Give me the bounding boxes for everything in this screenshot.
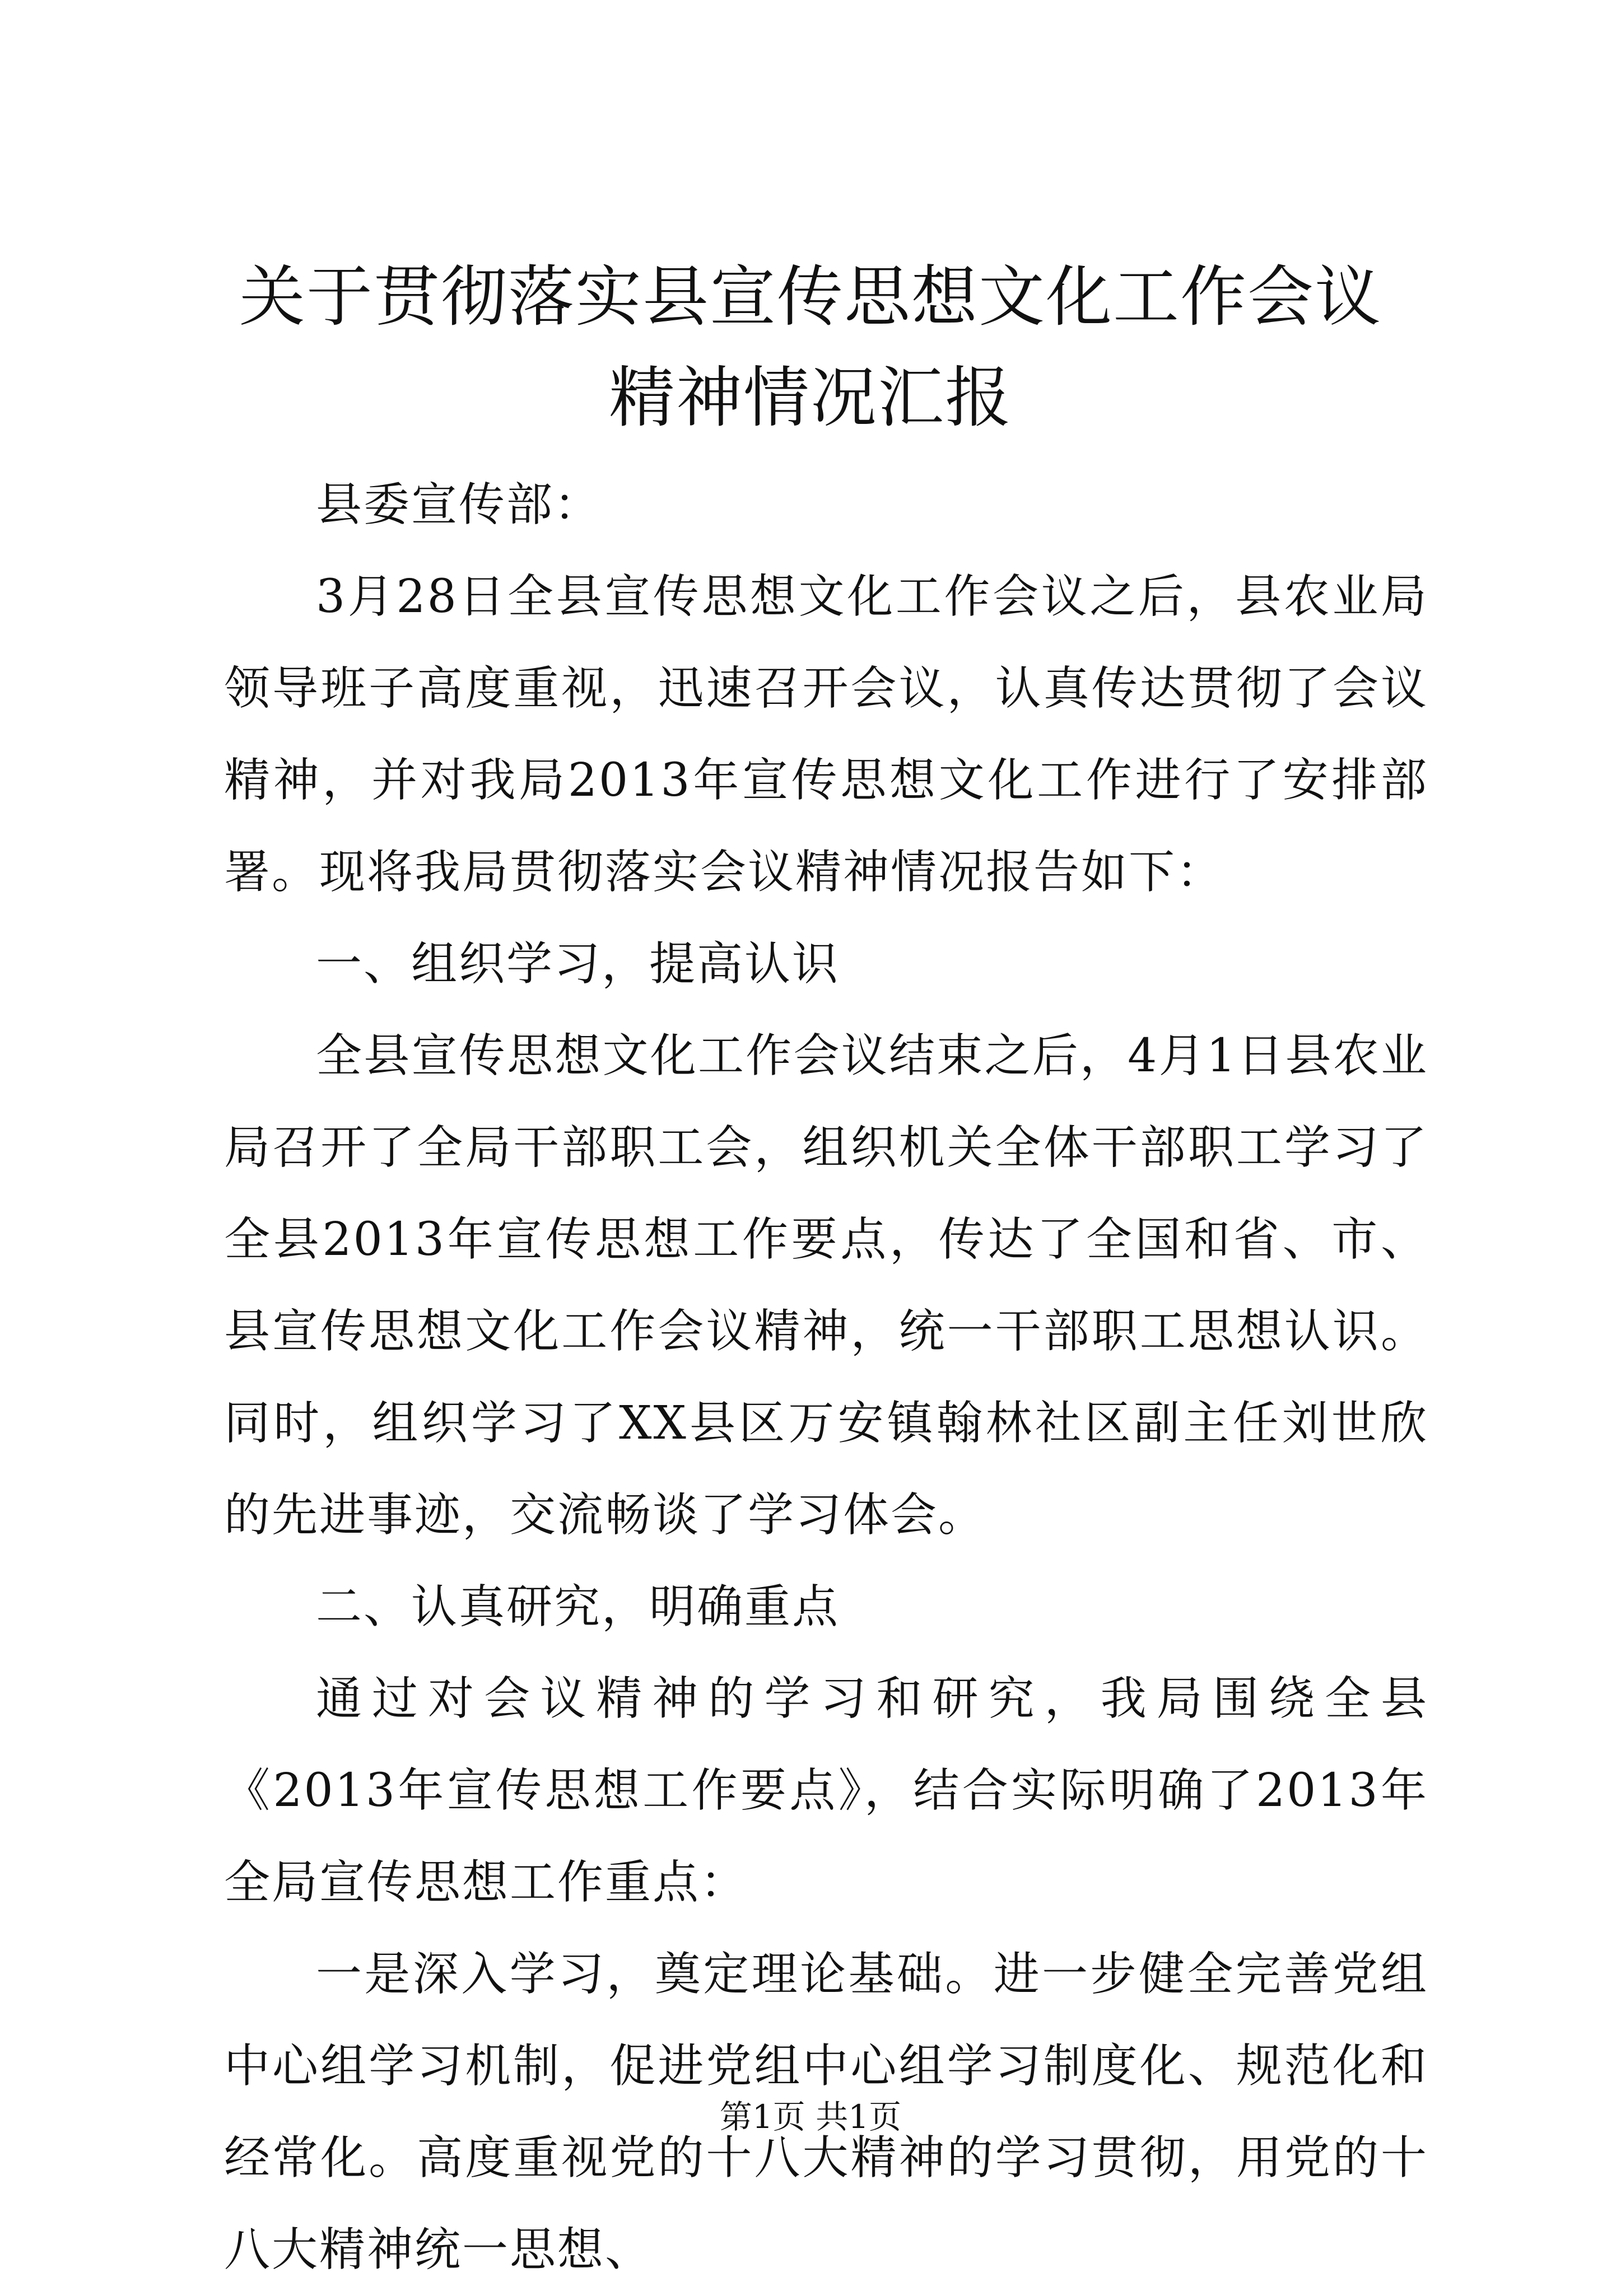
- document-title: 关于贯彻落实县宣传思想文化工作会议精神情况汇报: [239, 258, 1382, 436]
- document-body: [224, 459, 1428, 2296]
- section-heading-2: 二、认真研究，明确重点: [316, 1580, 840, 1634]
- paragraph-intro: 3月28日全县宣传思想文化工作会议之后，县农业局领导班子高度重视，迅速召开会议，认真传达贯彻了会议精神，并对我局2013年宣传思想文化工作进行了安排部署。现将我局贯彻落实会议精神情况报告如下：: [224, 570, 1428, 899]
- salutation: 县委宣传部：: [316, 478, 602, 531]
- paragraph-section-1: 全县宣传思想文化工作会议结束之后，4月1日县农业局召开了全局干部职工会，组织机关全体干部职工学习了全县2013年宣传思想工作要点，传达了全国和省、市、县宣传思想文化工作会议精神，统一干部职工思想认识。同时，组织学习了XX县区万安镇翰林社区副主任刘世欣的先进事迹，交流畅谈了学习体会。: [224, 1029, 1428, 1542]
- page-footer: 第1页 共1页: [719, 2098, 902, 2136]
- paragraph-point-1: 一是深入学习，奠定理论基础。进一步健全完善党组中心组学习机制，促进党组中心组学习制度化、规范化和经常化。高度重视党的十八大精神的学习贯彻，用党的十八大精神统一思想、: [224, 1948, 1428, 2276]
- section-heading-1: 一、组织学习，提高认识: [316, 937, 840, 991]
- paragraph-section-2: 通过对会议精神的学习和研究，我局围绕全县《2013年宣传思想工作要点》，结合实际明确了2013年全局宣传思想工作重点：: [224, 1672, 1428, 1909]
